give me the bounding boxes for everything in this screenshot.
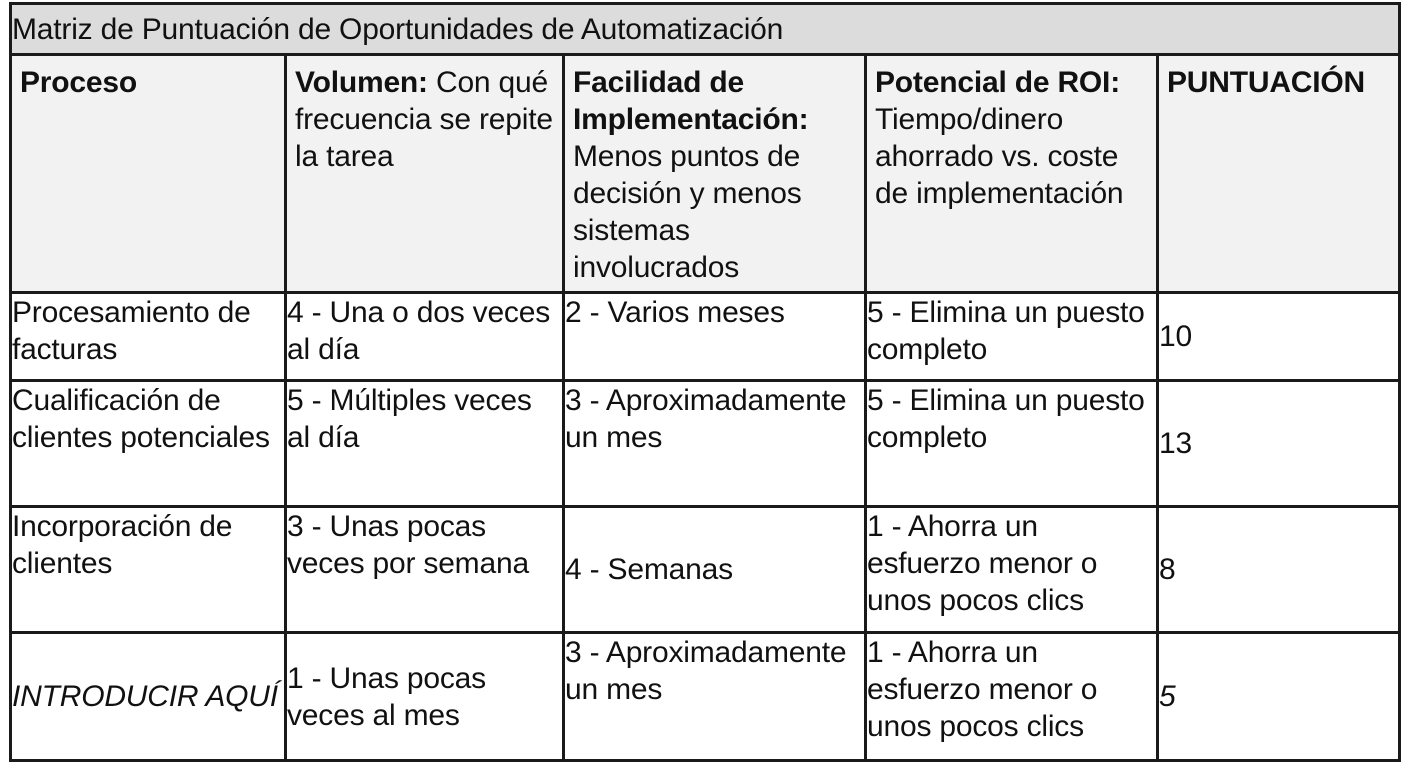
table-row [11,381,1400,507]
cell-ease: 4 - Semanas [564,507,866,633]
cell-volume: 5 - Múltiples veces al día [286,381,564,507]
cell-process: Cualificación de clientes potenciales [11,381,286,507]
cell-score: 5 [1158,633,1400,761]
cell-process: Incorporación de clientes [11,507,286,633]
cell-score: 10 [1158,293,1400,381]
cell-roi: 1 - Ahorra un esfuerzo menor o unos pocos clics [866,507,1158,633]
table-title: Matriz de Puntuación de Oportunidades de Automatización [11,4,1400,55]
cell-ease: 3 - Aproximadamente un mes [564,633,866,761]
scoring-matrix-table [9,2,1401,762]
cell-volume: 1 - Unas pocas veces al mes [286,633,564,761]
table-row [11,507,1400,633]
cell-process-placeholder[interactable]: INTRODUCIR AQUÍ [11,633,286,761]
cell-ease: 2 - Varios meses [564,293,866,381]
header-roi-label: Potencial de ROI: [875,66,1120,99]
cell-roi: 5 - Elimina un puesto completo [866,293,1158,381]
header-row [11,55,1400,293]
header-volume-label: Volumen: [295,66,428,99]
header-roi [866,55,1158,293]
cell-roi: 5 - Elimina un puesto completo [866,381,1158,507]
header-score [1158,55,1400,293]
header-process [11,55,286,293]
cell-roi: 1 - Ahorra un esfuerzo menor o unos pocos clics [866,633,1158,761]
header-ease [564,55,866,293]
header-process-label: Proceso [20,66,137,99]
header-ease-label: Facilidad de Implementación: [573,66,809,136]
cell-volume: 4 - Una o dos veces al día [286,293,564,381]
header-score-label: PUNTUACIÓN [1167,66,1365,99]
title-row [11,4,1400,55]
header-roi-desc: Tiempo/dinero ahorrado vs. coste de implementación [875,103,1124,210]
cell-process: Procesamiento de facturas [11,293,286,381]
cell-ease: 3 - Aproximadamente un mes [564,381,866,507]
table-row [11,633,1400,761]
header-volume-desc: Con qué frecuencia se repite la tarea [295,66,553,173]
cell-score: 8 [1158,507,1400,633]
table-row [11,293,1400,381]
header-ease-desc: Menos puntos de decisión y menos sistemas involucrados [573,140,802,284]
header-volume [286,55,564,293]
cell-score: 13 [1158,381,1400,507]
cell-volume: 3 - Unas pocas veces por semana [286,507,564,633]
